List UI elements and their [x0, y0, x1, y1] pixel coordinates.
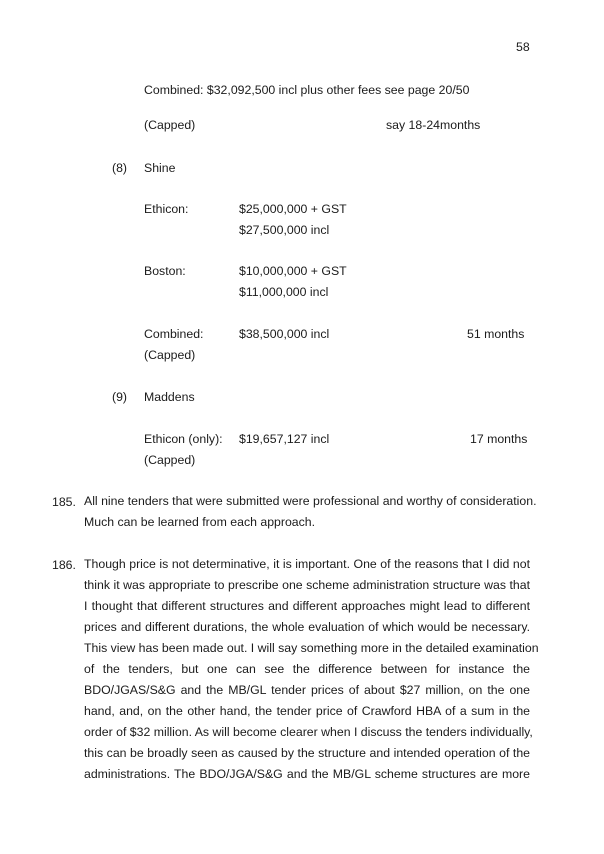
maddens-capped: (Capped)	[144, 453, 196, 467]
para-185-line: Much can be learned from each approach.	[84, 515, 316, 529]
para-186-body	[84, 554, 539, 785]
shine-boston-gst: $10,000,000 + GST	[239, 264, 347, 278]
shine-combined-label: Combined:	[144, 327, 204, 341]
maddens-ethicon-label: Ethicon (only):	[144, 432, 223, 446]
page-number: 58	[516, 40, 530, 54]
shine-ethicon-gst: $25,000,000 + GST	[239, 202, 347, 216]
crawford-capped: (Capped)	[144, 118, 196, 132]
shine-combined-value: $38,500,000 incl	[239, 327, 330, 341]
shine-ethicon-label: Ethicon:	[144, 202, 189, 216]
crawford-combined-line: Combined: $32,092,500 incl plus other fees see page 20/50	[144, 83, 470, 97]
para-186-line: prices and different durations, the whole evaluation of which would be necessary.	[84, 620, 530, 634]
para-186-line: hand, and, on the other hand, the tender price of Crawford HBA of a sum in the	[84, 704, 530, 718]
para-186-line: this can be broadly seen as caused by the structure and intended operation of the	[84, 746, 530, 760]
shine-name: Shine	[144, 161, 176, 175]
para-186-line: Though price is not determinative, it is important. One of the reasons that I did not	[84, 557, 530, 571]
shine-boston-label: Boston:	[144, 264, 186, 278]
para-185-line: All nine tenders that were submitted were professional and worthy of consideration.	[84, 494, 537, 508]
shine-number: (8)	[112, 161, 128, 175]
para-185-body	[84, 491, 537, 533]
para-186-line: of the tenders, but one can see the difference between for instance the	[84, 662, 530, 676]
maddens-ethicon-value: $19,657,127 incl	[239, 432, 330, 446]
para-186-line: This view has been made out. I will say something more in the detailed examination	[84, 641, 539, 655]
maddens-name: Maddens	[144, 390, 195, 404]
maddens-number: (9)	[112, 390, 128, 404]
shine-duration: 51 months	[467, 327, 525, 341]
shine-boston-incl: $11,000,000 incl	[239, 285, 329, 299]
shine-capped: (Capped)	[144, 348, 196, 362]
para-186-number: 186.	[52, 558, 76, 572]
para-186-line: I thought that different structures and different approaches might lead to different	[84, 599, 530, 613]
para-186-line: BDO/JGAS/S&G and the MB/GL tender prices of about $27 million, on the one	[84, 683, 530, 697]
maddens-duration: 17 months	[470, 432, 528, 446]
para-186-line: order of $32 million. As will become clearer when I discuss the tenders individually,	[84, 725, 533, 739]
crawford-duration: say 18-24months	[386, 118, 481, 132]
shine-ethicon-incl: $27,500,000 incl	[239, 223, 330, 237]
para-186-line: administrations. The BDO/JGA/S&G and the MB/GL scheme structures are more	[84, 767, 530, 781]
para-186-line: think it was appropriate to prescribe one scheme administration structure was that	[84, 578, 530, 592]
para-185-number: 185.	[52, 495, 76, 509]
